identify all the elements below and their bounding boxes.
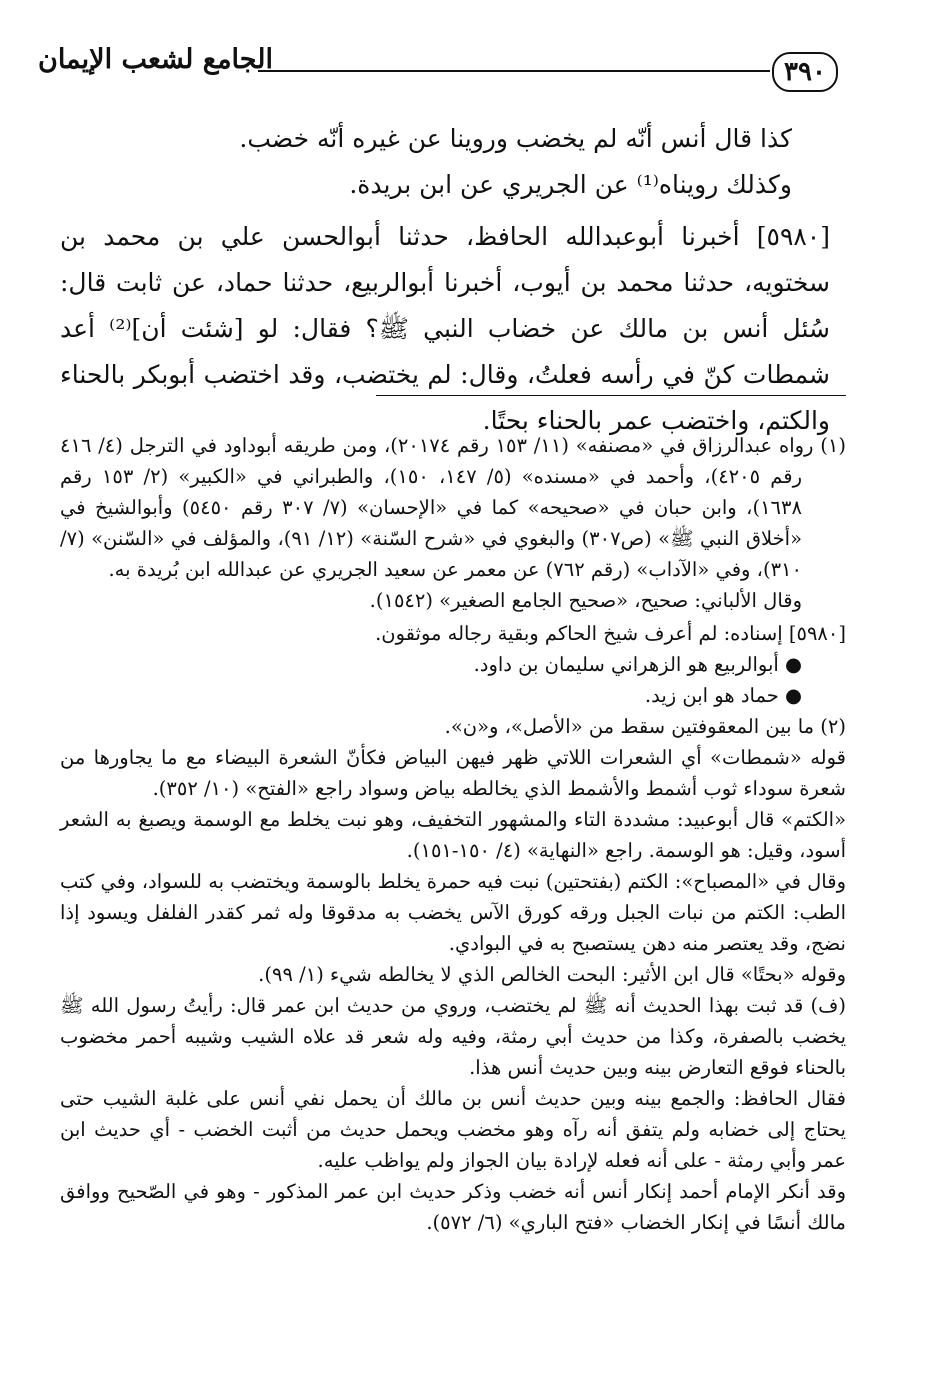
isnad-note: [٥٩٨٠] إسناده: لم أعرف شيخ الحاكم وبقية رجاله موثقون. [375,622,846,645]
commentary-paragraph: وقال في «المصباح»: الكتم (بفتحتين) نبت فيه حمرة يخلط بالوسمة ويختضب به للسواد، وفي كتب الطب: الكتم من نبات الجبل ورقه كورق الآس يخضب به مدقوقا وله ثمر كقدر الفلفل ويسود إذا نضج، وقد يعتصر منه دهن يستصبح به في البوادي. [60,870,846,955]
commentary-paragraph: فقال الحافظ: والجمع بينه وبين حديث أنس بن مالك أن يحمل نفي أنس على غلبة الشيب حتى يحتاج إلى خضابه ولم يتفق أنه رآه وهو مخضب ويحمل حديث من أثبت الخضب - أي حديث ابن عمر وأبي رمثة - على أنه فعله لإرادة بيان الجواز ولم يواظب عليه. [60,1087,846,1172]
running-header-title: الجامع لشعب الإيمان [38,44,273,75]
bullet-item: ● أبوالربيع هو الزهراني سليمان بن داود. [473,653,802,676]
footnote-1: (١) رواه عبدالرزاق في «مصنفه» (١١/ ١٥٣ رقم ٢٠١٧٤)، ومن طريقه أبوداود في الترجل (٤/ ٤١٦ رقم ٤٢٠٥)، وأحمد في «مسنده» (٥/ ١٤٧، ١٥٠)، والطبراني في «الكبير» (٢/ ١٥٣ رقم ١٦٣٨)، وابن حبان في «صحيحه» كما في «الإحسان» (٧/ ٣٠٧ رقم ٥٤٥٠) وأبوالشيخ في «أخلاق النبي ﷺ» (ص٣٠٧) والبغوي في «شرح السّنة» (١٢/ ٩١)، والمؤلف في «السّنن» (٧/ ٣١٠)، وفي «الآداب» (رقم ٧٦٢) عن معمر عن سعيد الجريري عن عبدالله ابن بُريدة به. [60,434,846,581]
footnote-separator [376,395,846,396]
commentary-paragraph: وقد أنكر الإمام أحمد إنكار أنس أنه خضب وذكر حديث ابن عمر المذكور - وهو في الصّحيح ووافق مالك أنسًا في إنكار الخضاب «فتح الباري» (٦/ ٥٧٢). [60,1180,846,1234]
commentary-paragraph: قوله «شمطات» أي الشعرات اللاتي ظهر فيهن البياض فكأنّ الشعرة البيضاء مع ما يجاورها من شعرة سوداء ثوب أشمط والأشمط الذي يخالطه بياض وسواد راجع «الفتح» (١٠/ ٣٥٢). [60,746,846,800]
footnotes [60,430,846,1238]
header-rule [258,70,770,72]
commentary-paragraph: (ف) قد ثبت بهذا الحديث أنه ﷺ لم يختضب، وروي من حديث ابن عمر قال: رأيتُ رسول الله ﷺ يخضب بالصفرة، وكذا من حديث أبي رمثة، وفيه وله شعر قد علاه الشيب وشيبه أحمر مخضوب بالحناء فوقع التعارض بينه وبين حديث أنس هذا. [60,994,846,1079]
main-paragraph: كذا قال أنس أنّه لم يخضب وروينا عن غيره أنّه خضب. [239,124,792,153]
page-number: ٣٩٠ [772,52,838,92]
hadith-paragraph: [٥٩٨٠] أخبرنا أبوعبدالله الحافظ، حدثنا أبوالحسن علي بن محمد بن سختويه، حدثنا محمد بن أيوب، أخبرنا أبوالربيع، حدثنا حماد، عن ثابت قال: سُئل أنس بن مالك عن خضاب النبي ﷺ؟ فقال: لو [شئت أن]⁽²⁾ أعد شمطات كنّ في رأسه فعلتُ، وقال: لم يختضب، وقد اختضب أبوبكر بالحناء والكتم، واختضب عمر بالحناء بحتًا. [60,222,830,435]
footnote-2: (٢) ما بين المعقوفتين سقط من «الأصل»، و«ن». [444,715,846,738]
footnote-line: وقال الألباني: صحيح، «صحيح الجامع الصغير» (١٥٤٢). [369,589,802,612]
commentary-paragraph: وقوله «بحتًا» قال ابن الأثير: البحت الخالص الذي لا يخالطه شيء (١/ ٩٩). [258,963,846,986]
main-paragraph: وكذلك رويناه⁽¹⁾ عن الجريري عن ابن بريدة. [349,170,792,199]
bullet-item: ● حماد هو ابن زيد. [644,684,802,707]
commentary-paragraph: «الكتم» قال أبوعبيد: مشددة التاء والمشهور التخفيف، وهو نبت يخلط مع الوسمة ويصبغ به الشعر أسود، وقيل: هو الوسمة. راجع «النهاية» (٤/ ١٥٠-١٥١). [60,808,846,862]
